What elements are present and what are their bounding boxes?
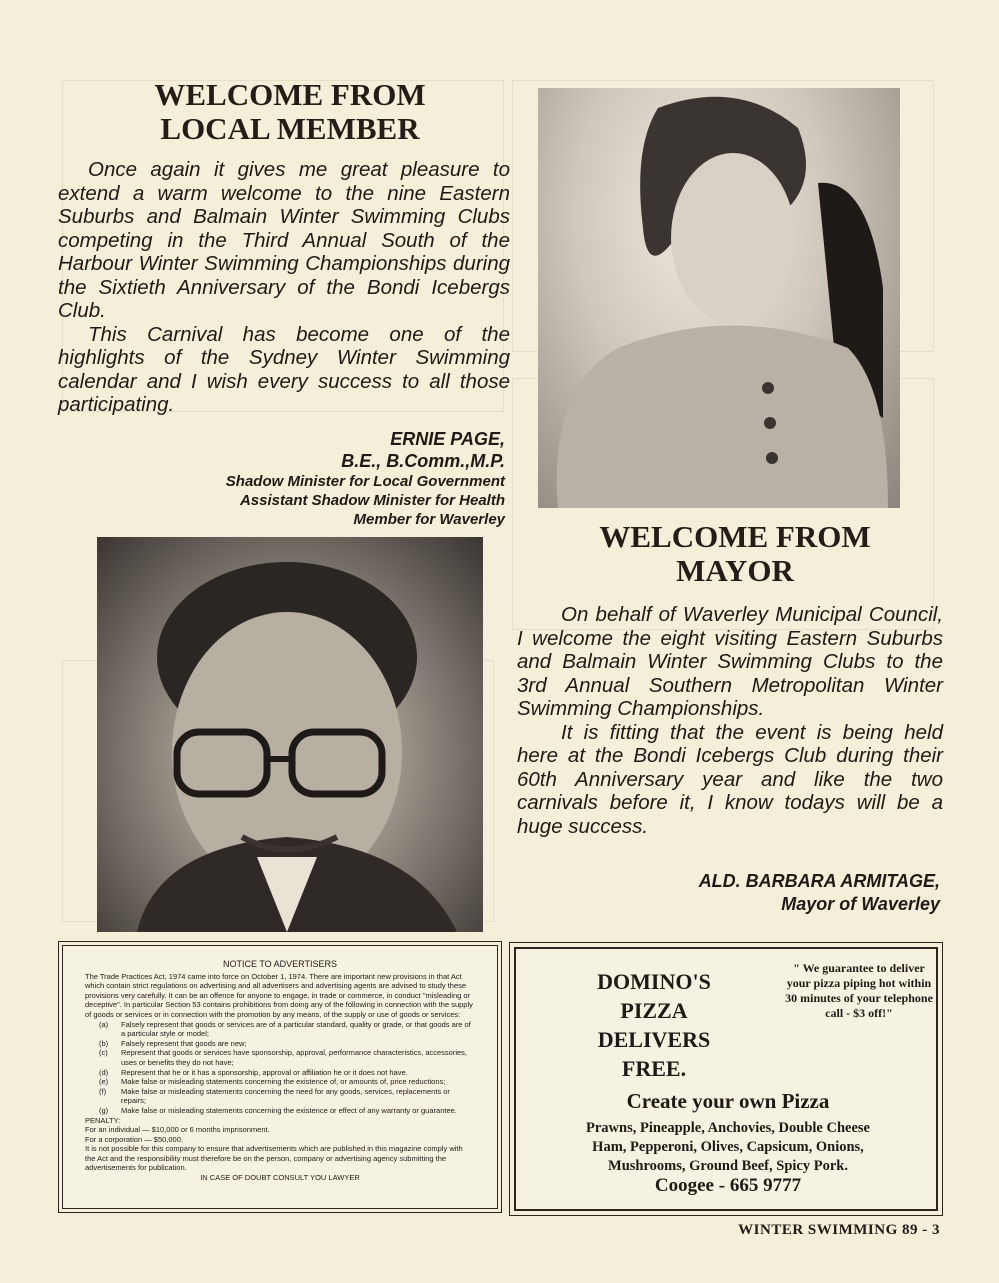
member-heading-line2: LOCAL MEMBER bbox=[160, 111, 420, 146]
notice-list-item bbox=[85, 1039, 475, 1049]
notice-item-text: Falsely represent that goods are new; bbox=[121, 1038, 247, 1048]
notice-item-key: (b) bbox=[99, 1038, 109, 1048]
mayor-paragraph-1: On behalf of Waverley Municipal Council, I welcome the eight visiting Eastern Suburbs and Balmain Winter Swimming Clubs to the 3rd Annual Southern Metropolitan Winter Swimming Championships. bbox=[517, 603, 943, 720]
notice-item-text: Represent that he or it has a sponsorship, approval or affiliation he or it does not have. bbox=[121, 1067, 408, 1077]
member-heading-line1: WELCOME FROM bbox=[154, 77, 426, 112]
notice-to-advertisers bbox=[62, 945, 498, 1209]
notice-title: NOTICE TO ADVERTISERS bbox=[222, 959, 338, 969]
dominos-toppings bbox=[516, 1119, 940, 1176]
portrait-figure-icon bbox=[97, 537, 483, 932]
dominos-headline-line: FREE. bbox=[621, 1056, 687, 1081]
member-signature-title: Shadow Minister for Local Government bbox=[225, 473, 505, 490]
notice-closing: It is not possible for this company to ensure that advertisements which are published in this magazine comply with the Act and the responsibility must therefore be on the person, company or advertising agency submitting the advertisements for publication. bbox=[85, 1144, 463, 1173]
dominos-toppings-line: Prawns, Pineapple, Anchovies, Double Cheese bbox=[586, 1120, 870, 1136]
dominos-guarantee: " We guarantee to deliver your pizza piping hot within 30 minutes of your telephone call - $3 off!" bbox=[785, 961, 933, 1020]
member-signature-title: Assistant Shadow Minister for Health bbox=[239, 492, 505, 509]
notice-item-text: Falsely represent that goods or services are of a particular standard, quality or grade, or that goods are of a particular style or model; bbox=[121, 1019, 471, 1039]
dominos-headline-line: PIZZA bbox=[620, 998, 688, 1023]
notice-item-text: Make false or misleading statements concerning the existence of, or amounts of, price reductions; bbox=[121, 1077, 446, 1087]
member-signature bbox=[150, 428, 505, 529]
mayor-message bbox=[517, 603, 943, 838]
notice-item-text: Make false or misleading statements concerning the need for any goods, services, replacements or repairs; bbox=[121, 1086, 450, 1106]
mayor-signature-name: ALD. BARBARA ARMITAGE, bbox=[698, 871, 940, 891]
member-message bbox=[58, 158, 510, 417]
notice-doubt: IN CASE OF DOUBT CONSULT YOU LAWYER bbox=[200, 1173, 360, 1183]
mayor-paragraph-2: It is fitting that the event is being held here at the Bondi Icebergs Club during their 60th Anniversary year and like the two carnivals before it, I know todays will be a huge success. bbox=[517, 720, 943, 838]
notice-penalty-label: PENALTY: bbox=[85, 1115, 121, 1125]
notice-penalty-individual: For an individual — $10,000 or 6 months imprisonment. bbox=[85, 1125, 270, 1135]
notice-item-key: (g) bbox=[99, 1105, 109, 1115]
notice-list-item bbox=[85, 1020, 475, 1039]
notice-list-item bbox=[85, 1068, 475, 1078]
notice-item-text: Make false or misleading statements concerning the existence or effect of any warranty or guarantee. bbox=[121, 1105, 457, 1115]
dominos-headline-line: DELIVERS bbox=[597, 1027, 711, 1052]
notice-list-item bbox=[85, 1077, 475, 1087]
mayor-signature-title: Mayor of Waverley bbox=[781, 894, 940, 914]
notice-item-key: (e) bbox=[99, 1077, 109, 1087]
member-heading bbox=[100, 78, 480, 146]
member-signature-title: Member for Waverley bbox=[353, 511, 505, 528]
mayor-heading-line2: MAYOR bbox=[676, 553, 794, 588]
notice-intro: The Trade Practices Act, 1974 came into force on October 1, 1974. There are important new provisions in that Act which contain strict regulations on advertising and all advertisers and advertising agents are advised to study these provisions very carefully. It can be an offence for anyone to engage, in trade or commerce, in conduct "misleading or deceptive". In particular Section 53 contains prohibitions from doing any of the following in connection with the supply of goods or services or in connection with the promotion by any means, of the supply or use of goods or services: bbox=[85, 971, 473, 1019]
member-paragraph-2: This Carnival has become one of the highlights of the Sydney Winter Swimming calendar and I wish every success to all those participating. bbox=[58, 322, 510, 416]
mayor-portrait-photo bbox=[538, 88, 900, 508]
notice-penalty-corporation: For a corporation — $50,000. bbox=[85, 1134, 183, 1144]
notice-list-item bbox=[85, 1106, 475, 1116]
dominos-ad bbox=[514, 947, 938, 1211]
mayor-heading bbox=[560, 520, 910, 588]
dominos-phone: Coogee - 665 9777 bbox=[654, 1175, 802, 1196]
notice-list-item bbox=[85, 1087, 475, 1106]
notice-item-key: (c) bbox=[99, 1048, 108, 1058]
dominos-headline bbox=[564, 967, 744, 1083]
member-signature-name: ERNIE PAGE, bbox=[390, 429, 505, 449]
portrait-figure-icon bbox=[538, 88, 900, 508]
notice-item-key: (f) bbox=[99, 1086, 107, 1096]
member-paragraph-1: Once again it gives me great pleasure to extend a warm welcome to the nine Eastern Suburbs and Balmain Winter Swimming Clubs competing in the Third Annual South of the Harbour Winter Swimming Championships during the Sixtieth Anniversary of the Bondi Icebergs Club. bbox=[58, 158, 510, 322]
notice-list bbox=[85, 1020, 475, 1116]
notice-list-item bbox=[85, 1048, 475, 1067]
dominos-toppings-line: Ham, Pepperoni, Olives, Capsicum, Onions, bbox=[592, 1139, 864, 1155]
mayor-signature bbox=[580, 870, 940, 916]
member-signature-degrees: B.E., B.Comm.,M.P. bbox=[341, 451, 505, 471]
member-portrait-photo bbox=[97, 537, 483, 932]
notice-item-key: (a) bbox=[99, 1019, 109, 1029]
notice-item-text: Represent that goods or services have sponsorship, approval, performance characteristics, accessories, uses or benefits they do not have; bbox=[121, 1048, 467, 1067]
notice-item-key: (d) bbox=[99, 1067, 109, 1077]
mayor-heading-line1: WELCOME FROM bbox=[599, 519, 871, 554]
page-footer: WINTER SWIMMING 89 - 3 bbox=[738, 1222, 940, 1238]
dominos-headline-line: DOMINO'S bbox=[597, 969, 711, 994]
dominos-toppings-line: Mushrooms, Ground Beef, Spicy Pork. bbox=[608, 1158, 848, 1174]
dominos-cta: Create your own Pizza bbox=[626, 1089, 830, 1113]
